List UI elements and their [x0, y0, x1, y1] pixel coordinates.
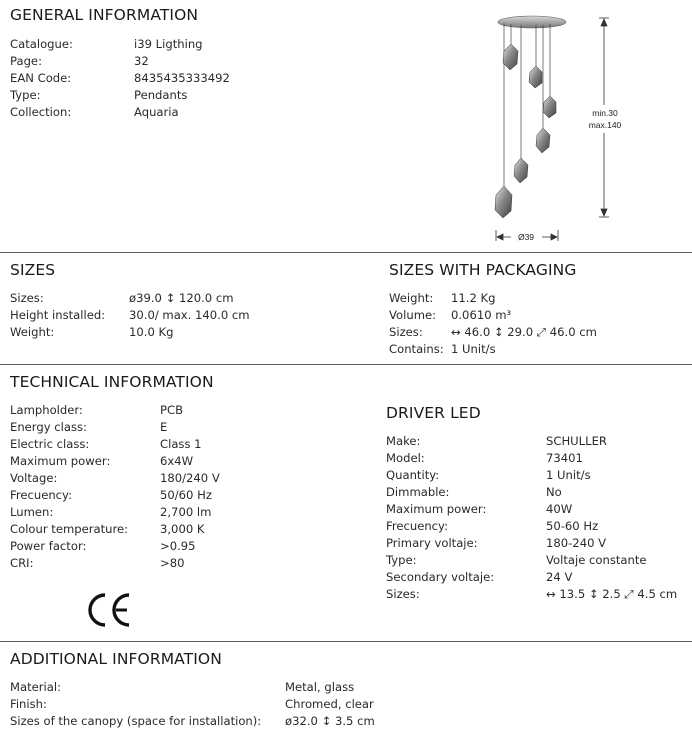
height-label-min: min.30: [592, 108, 618, 118]
row-label: Weight:: [389, 291, 434, 305]
row-label: Sizes:: [10, 291, 44, 305]
section-divider: [0, 641, 692, 642]
row-value: 0.0610 m³: [451, 308, 512, 322]
row-value: 11.2 Kg: [451, 291, 496, 305]
section-divider: [0, 364, 692, 365]
row-value: >0.95: [160, 539, 196, 553]
row-label: Make:: [386, 434, 421, 448]
section-divider: [0, 252, 692, 253]
row-value: Class 1: [160, 437, 202, 451]
row-value: 50-60 Hz: [546, 519, 599, 533]
row-label: Catalogue:: [10, 37, 73, 51]
row-label: EAN Code:: [10, 71, 72, 85]
row-label: Type:: [386, 553, 417, 567]
row-value: i39 Ligthing: [134, 37, 203, 51]
crystal-pendant: [514, 158, 528, 183]
row-value: ↔ 46.0 ↕ 29.0 ⤢ 46.0 cm: [451, 325, 597, 339]
general-title: GENERAL INFORMATION: [10, 6, 199, 24]
row-label: CRI:: [10, 556, 34, 570]
row-value: Pendants: [134, 88, 188, 102]
row-label: Page:: [10, 54, 42, 68]
row-label: Weight:: [10, 325, 55, 339]
packaging-title: SIZES WITH PACKAGING: [389, 261, 577, 279]
arrow-left-icon: [497, 234, 503, 240]
additional-title: ADDITIONAL INFORMATION: [10, 650, 222, 668]
row-value: 6x4W: [160, 454, 194, 468]
row-value: ø39.0 ↕ 120.0 cm: [129, 291, 234, 305]
technical-title: TECHNICAL INFORMATION: [10, 373, 214, 391]
driver-title: DRIVER LED: [386, 404, 481, 422]
row-label: Finish:: [10, 697, 47, 711]
row-value: Metal, glass: [285, 680, 355, 694]
row-label: Material:: [10, 680, 62, 694]
row-value: 1 Unit/s: [451, 342, 496, 356]
row-value: Aquaria: [134, 105, 179, 119]
height-label-max: max.140: [588, 120, 622, 130]
row-value: 24 V: [546, 570, 573, 584]
crystal-pendant: [495, 186, 512, 218]
row-value: PCB: [160, 403, 184, 417]
row-value: No: [546, 485, 562, 499]
row-label: Electric class:: [10, 437, 90, 451]
row-value: SCHULLER: [546, 434, 607, 448]
row-value: >80: [160, 556, 185, 570]
ce-mark-icon: [86, 592, 132, 628]
row-value: 40W: [546, 502, 573, 516]
row-label: Sizes of the canopy (space for installation):: [10, 714, 262, 728]
crystal-pendant: [529, 66, 542, 88]
row-value: 73401: [546, 451, 583, 465]
row-label: Volume:: [389, 308, 437, 322]
row-value: 32: [134, 54, 149, 68]
row-value: 180-240 V: [546, 536, 607, 550]
row-label: Lumen:: [10, 505, 54, 519]
arrow-down-icon: [601, 209, 607, 216]
product-diagram: [480, 8, 670, 248]
row-value: 30.0/ max. 140.0 cm: [129, 308, 250, 322]
row-value: Chromed, clear: [285, 697, 374, 711]
row-value: 180/240 V: [160, 471, 220, 485]
row-label: Frecuency:: [386, 519, 448, 533]
row-label: Contains:: [389, 342, 444, 356]
row-label: Model:: [386, 451, 425, 465]
row-value: 2,700 lm: [160, 505, 212, 519]
row-label: Power factor:: [10, 539, 87, 553]
row-label: Sizes:: [389, 325, 423, 339]
row-value: E: [160, 420, 168, 434]
row-value: Voltaje constante: [546, 553, 647, 567]
row-label: Sizes:: [386, 587, 420, 601]
crystal-pendant: [543, 96, 556, 118]
row-label: Type:: [10, 88, 41, 102]
crystal-pendant: [536, 128, 550, 153]
arrow-right-icon: [551, 234, 557, 240]
row-label: Collection:: [10, 105, 72, 119]
row-value: 50/60 Hz: [160, 488, 212, 502]
row-label: Primary voltaje:: [386, 536, 478, 550]
row-value: 10.0 Kg: [129, 325, 174, 339]
canopy: [498, 16, 566, 28]
row-value: 3,000 K: [160, 522, 205, 536]
row-label: Energy class:: [10, 420, 87, 434]
row-label: Maximum power:: [10, 454, 111, 468]
row-label: Colour temperature:: [10, 522, 129, 536]
row-label: Height installed:: [10, 308, 106, 322]
row-label: Lampholder:: [10, 403, 83, 417]
row-label: Secondary voltaje:: [386, 570, 495, 584]
row-value: 8435435333492: [134, 71, 230, 85]
row-value: ↔ 13.5 ↕ 2.5 ⤢ 4.5 cm: [546, 587, 678, 601]
row-label: Maximum power:: [386, 502, 487, 516]
crystal-pendant: [503, 44, 518, 70]
sizes-title: SIZES: [10, 261, 56, 279]
row-value: 1 Unit/s: [546, 468, 591, 482]
arrow-up-icon: [601, 19, 607, 26]
row-label: Dimmable:: [386, 485, 450, 499]
diameter-label: Ø39: [517, 232, 535, 242]
row-label: Frecuency:: [10, 488, 72, 502]
row-label: Voltage:: [10, 471, 58, 485]
row-label: Quantity:: [386, 468, 440, 482]
row-value: ø32.0 ↕ 3.5 cm: [285, 714, 375, 728]
